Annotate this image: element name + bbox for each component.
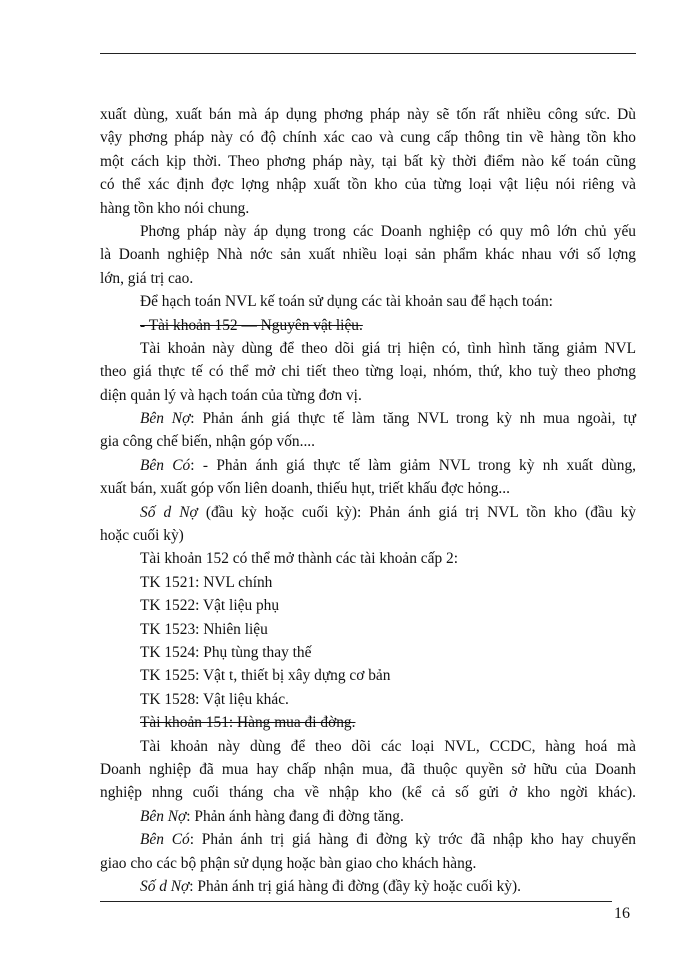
paragraph-line: xuất dùng, xuất bán mà áp dụng phơng pháp này sẽ tốn rất nhiều công sức. Dù: [100, 106, 636, 123]
debit-text: : Phản ánh hàng đang đi đờng tăng.: [186, 807, 404, 825]
paragraph-line: hoặc cuối kỳ): [100, 527, 184, 545]
paragraph-line: lớn, giá trị cao.: [100, 269, 194, 287]
paragraph-line: Để hạch toán NVL kế toán sử dụng các tài khoản sau để hạch toán:: [140, 293, 553, 311]
subaccount-item: TK 1521: NVL chính: [140, 573, 273, 591]
paragraph-line: Tài khoản này dùng để theo dõi giá trị hiện có, tình hình tăng giảm NVL: [140, 339, 636, 357]
account-151-title: Tài khoản 151: Hàng mua đi đờng.: [140, 714, 356, 732]
subaccount-item: TK 1524: Phụ tùng thay thế: [140, 643, 312, 661]
debit-line: [100, 407, 636, 430]
balance-text: (đầu kỳ hoặc cuối kỳ): Phản ánh giá trị NVL tồn kho (đầu kỳ: [197, 503, 636, 521]
paragraph-line: gia công chế biến, nhận góp vốn....: [100, 433, 315, 451]
subaccount-item: TK 1525: Vật t, thiết bị xây dựng cơ bản: [140, 667, 391, 685]
balance-line: [100, 501, 636, 524]
debit-label: Bên Nợ: [140, 410, 191, 428]
header-rule: [100, 53, 636, 54]
paragraph-line: diện quản lý và hạch toán của từng đơn vị.: [100, 386, 362, 404]
paragraph-line: một cách kịp thời. Theo phơng pháp này, tại bất kỳ thời điểm nào kế toán cũng: [100, 152, 636, 170]
balance-text: : Phản ánh trị giá hàng đi đờng (đầy kỳ hoặc cuối kỳ).: [189, 877, 521, 895]
account-heading: [100, 314, 636, 337]
subaccount-item: TK 1523: Nhiên liệu: [140, 620, 268, 638]
account-152-title: - Tài khoản 152 — Nguyên vật liệu.: [140, 316, 363, 334]
page-body: [100, 103, 636, 898]
credit-text: : Phản ánh trị giá hàng đi đờng kỳ trớc đã nhập kho hay chuyển: [189, 831, 636, 849]
paragraph-line: xuất bán, xuất góp vốn liên doanh, thiếu hụt, triết khấu đợc hỏng...: [100, 480, 510, 498]
credit-line: [100, 454, 636, 477]
footer-rule: [100, 901, 612, 902]
credit-line: [100, 828, 636, 851]
paragraph-line: theo giá thực tế có thể mở chi tiết theo từng loại, nhóm, thứ, kho tuỳ theo phơng: [100, 363, 636, 381]
debit-label: Bên Nợ: [140, 807, 187, 825]
credit-text: : - Phản ánh giá thực tế làm giảm NVL trong kỳ nh xuất dùng,: [190, 456, 636, 474]
paragraph-line: Tài khoản này dùng để theo dõi các loại NVL, CCDC, hàng hoá mà: [140, 737, 636, 755]
credit-label: Bên Có: [140, 456, 191, 474]
paragraph-line: là Doanh nghiệp Nhà nớc sản xuất nhiều loại sản phẩm khác nhau với số lợng: [100, 246, 636, 264]
subaccount-item: TK 1522: Vật liệu phụ: [140, 597, 280, 615]
credit-label: Bên Có: [140, 831, 190, 849]
subaccount-item: TK 1528: Vật liệu khác.: [140, 690, 289, 708]
paragraph-line: giao cho các bộ phận sử dụng hoặc bàn giao cho khách hàng.: [100, 854, 477, 872]
account-heading: [100, 711, 636, 734]
paragraph-line: vậy phơng pháp này có độ chính xác cao và cung cấp thông tin về hàng tồn kho: [100, 129, 636, 147]
paragraph-line: Doanh nghiệp đã mua hay chấp nhận mua, đã thuộc quyền sở hữu của Doanh: [100, 760, 636, 778]
balance-line: [100, 875, 636, 898]
page-number: 16: [614, 905, 630, 922]
balance-label: Số d Nợ: [140, 503, 198, 521]
paragraph-line: Phơng pháp này áp dụng trong các Doanh nghiệp có quy mô lớn chủ yếu: [140, 222, 636, 240]
paragraph-line: nghiệp nhng cuối tháng cha về nhập kho (kể cả số gửi ở kho ngời khác).: [100, 784, 636, 802]
paragraph-line: có thể xác định đợc lợng nhập xuất tồn kho của từng loại vật liệu nói riêng và: [100, 176, 636, 194]
debit-line: [100, 805, 636, 828]
balance-label: Số d Nợ: [140, 877, 190, 895]
paragraph-line: Tài khoản 152 có thể mở thành các tài khoản cấp 2:: [140, 550, 458, 568]
paragraph-line: hàng tồn kho nói chung.: [100, 199, 250, 217]
debit-text: : Phản ánh giá thực tế làm tăng NVL trong kỳ nh mua ngoài, tự: [190, 410, 636, 428]
